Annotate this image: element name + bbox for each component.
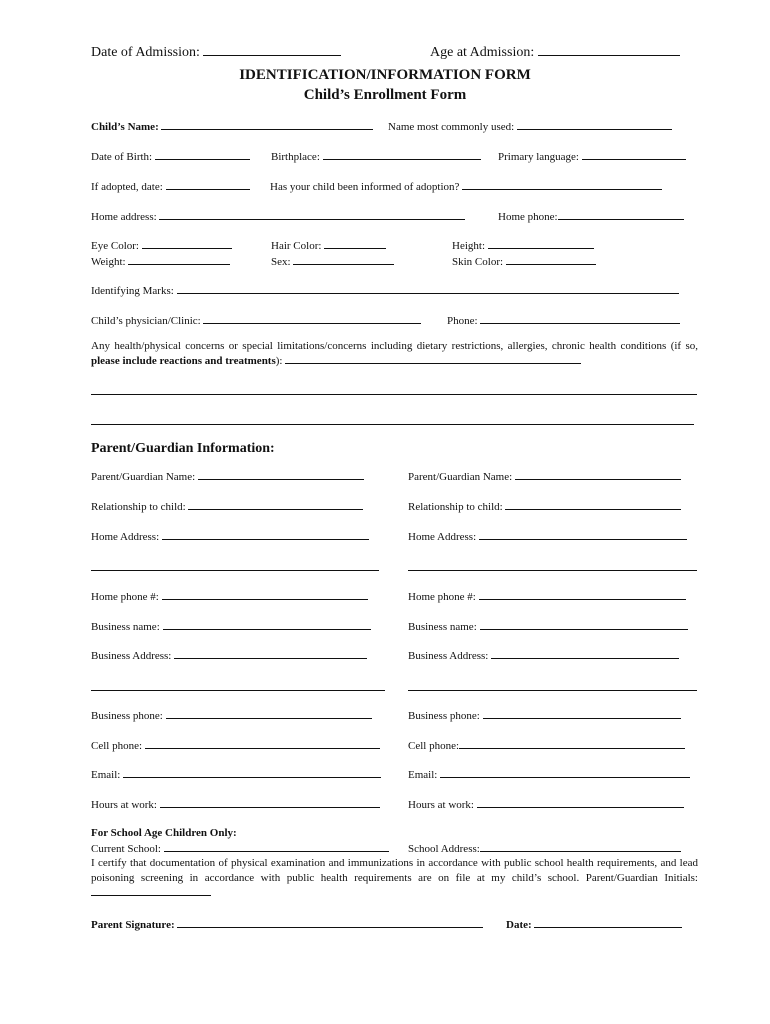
parent1-name-line[interactable]: [198, 470, 364, 480]
parent2-business-address-field[interactable]: [408, 649, 679, 662]
child-name-field[interactable]: [91, 120, 373, 133]
school-address-line[interactable]: [480, 842, 681, 852]
primary-language-line[interactable]: [582, 150, 686, 160]
primary-language-field[interactable]: [498, 150, 686, 163]
physician-line[interactable]: [203, 314, 421, 324]
identifying-marks-field[interactable]: [91, 284, 679, 297]
physician-phone-label: Phone:: [447, 315, 478, 327]
parent1-business-name-field[interactable]: [91, 620, 371, 633]
height-field[interactable]: [452, 239, 594, 252]
parent-signature-field[interactable]: [91, 918, 483, 931]
parent2-hours-line[interactable]: [477, 798, 684, 808]
initials-line[interactable]: [91, 886, 211, 896]
signature-date-line[interactable]: [534, 918, 682, 928]
parent2-business-address-label: Business Address:: [408, 650, 489, 662]
school-address-field[interactable]: [408, 842, 681, 855]
certification-text: [91, 856, 698, 901]
parent1-home-phone-label: Home phone #:: [91, 591, 159, 603]
home-phone-line[interactable]: [558, 210, 684, 220]
physician-label: Child’s physician/Clinic:: [91, 315, 201, 327]
parent2-name-field[interactable]: [408, 470, 681, 483]
parent2-cell-phone-label: Cell phone:: [408, 740, 460, 752]
birthplace-label: Birthplace:: [271, 151, 320, 163]
parent1-business-name-label: Business name:: [91, 621, 160, 633]
child-name-label: Child’s Name:: [91, 121, 159, 133]
parent1-name-field[interactable]: [91, 470, 364, 483]
age-at-admission-field[interactable]: [430, 46, 680, 60]
informed-adoption-field[interactable]: [270, 180, 662, 193]
parent2-business-name-field[interactable]: [408, 620, 688, 633]
eye-color-field[interactable]: [91, 239, 232, 252]
form-title: IDENTIFICATION/INFORMATION FORM: [239, 67, 531, 83]
parent1-email-label: Email:: [91, 769, 121, 781]
weight-label: Weight:: [91, 256, 126, 268]
sex-line[interactable]: [293, 255, 394, 265]
common-name-label: Name most commonly used:: [388, 121, 515, 133]
parent2-business-address-line[interactable]: [491, 649, 679, 659]
parent1-business-address-field[interactable]: [91, 649, 367, 662]
birthplace-line[interactable]: [323, 150, 481, 160]
dob-line[interactable]: [155, 150, 250, 160]
parent2-email-label: Email:: [408, 769, 438, 781]
parent1-business-name-line[interactable]: [163, 620, 371, 630]
health-concerns-line-3[interactable]: [91, 424, 694, 425]
parent1-cell-phone-label: Cell phone:: [91, 740, 143, 752]
parent1-business-phone-field[interactable]: [91, 709, 372, 722]
hair-color-line[interactable]: [324, 239, 386, 249]
parent2-name-line[interactable]: [515, 470, 681, 480]
parent-section-heading: Parent/Guardian Information:: [91, 441, 275, 456]
physician-phone-line[interactable]: [480, 314, 680, 324]
home-phone-field[interactable]: [498, 210, 684, 223]
physician-field[interactable]: [91, 314, 421, 327]
form-subtitle: Child’s Enrollment Form: [303, 87, 467, 103]
parent1-business-phone-label: Business phone:: [91, 710, 163, 722]
parent-signature-label: Parent Signature:: [91, 919, 175, 931]
parent2-name-label: Parent/Guardian Name:: [408, 471, 513, 483]
parent1-business-address-label: Business Address:: [91, 650, 172, 662]
adopted-date-label: If adopted, date:: [91, 181, 163, 193]
parent1-home-phone-line[interactable]: [162, 590, 368, 600]
age-at-admission-line[interactable]: [538, 46, 680, 56]
home-address-line[interactable]: [159, 210, 465, 220]
parent2-cell-phone-line[interactable]: [459, 739, 685, 749]
parent1-home-phone-field[interactable]: [91, 590, 368, 603]
sex-label: Sex:: [271, 256, 291, 268]
health-text-bold: please include reactions and treatments: [91, 355, 276, 367]
school-section-heading: For School Age Children Only:: [91, 827, 237, 839]
common-name-line[interactable]: [517, 120, 672, 130]
current-school-field[interactable]: [91, 842, 389, 855]
dob-label: Date of Birth:: [91, 151, 153, 163]
parent2-home-address-line[interactable]: [479, 530, 687, 540]
hair-color-label: Hair Color:: [271, 240, 322, 252]
weight-field[interactable]: [91, 255, 230, 268]
health-text-part1: Any health/physical concerns or special limitations/concerns including dietary restrictions, allergies, chronic health conditions (if so,: [91, 340, 698, 352]
parent1-relationship-line[interactable]: [188, 500, 363, 510]
parent2-relationship-label: Relationship to child:: [408, 501, 503, 513]
current-school-label: Current School:: [91, 843, 161, 855]
parent2-home-address-line-2[interactable]: [408, 570, 697, 571]
parent1-relationship-field[interactable]: [91, 500, 363, 513]
parent1-email-field[interactable]: [91, 768, 381, 781]
parent2-business-name-label: Business name:: [408, 621, 477, 633]
parent-signature-line[interactable]: [177, 918, 483, 928]
parent2-relationship-field[interactable]: [408, 500, 681, 513]
eye-color-label: Eye Color:: [91, 240, 139, 252]
date-of-admission-field[interactable]: [91, 46, 341, 60]
informed-adoption-line[interactable]: [462, 180, 662, 190]
parent1-cell-phone-line[interactable]: [145, 739, 380, 749]
parent2-relationship-line[interactable]: [505, 500, 681, 510]
signature-date-field[interactable]: [506, 918, 682, 931]
adopted-date-field[interactable]: [91, 180, 250, 193]
primary-language-label: Primary language:: [498, 151, 579, 163]
parent2-home-address-label: Home Address:: [408, 531, 477, 543]
date-of-admission-label: Date of Admission:: [91, 45, 200, 60]
home-address-label: Home address:: [91, 211, 157, 223]
parent1-hours-line[interactable]: [160, 798, 380, 808]
child-name-line[interactable]: [161, 120, 373, 130]
skin-color-label: Skin Color:: [452, 256, 504, 268]
height-label: Height:: [452, 240, 485, 252]
parent1-business-address-line[interactable]: [174, 649, 367, 659]
parent2-business-name-line[interactable]: [480, 620, 688, 630]
health-concerns-line-2[interactable]: [91, 394, 697, 395]
date-of-admission-line[interactable]: [203, 46, 341, 56]
parent1-home-address-line[interactable]: [162, 530, 369, 540]
parent2-cell-phone-field[interactable]: [408, 739, 685, 752]
identifying-marks-label: Identifying Marks:: [91, 285, 174, 297]
parent2-home-address-field[interactable]: [408, 530, 687, 543]
parent1-home-address-field[interactable]: [91, 530, 369, 543]
parent1-email-line[interactable]: [123, 768, 381, 778]
skin-color-field[interactable]: [452, 255, 596, 268]
age-at-admission-label: Age at Admission:: [430, 45, 535, 60]
parent1-name-label: Parent/Guardian Name:: [91, 471, 196, 483]
parent2-business-address-line-2[interactable]: [408, 690, 697, 691]
parent1-relationship-label: Relationship to child:: [91, 501, 186, 513]
parent1-home-address-label: Home Address:: [91, 531, 160, 543]
health-concerns-text: [91, 339, 698, 369]
parent2-business-phone-label: Business phone:: [408, 710, 480, 722]
common-name-field[interactable]: [388, 120, 672, 133]
informed-adoption-label: Has your child been informed of adoption?: [270, 181, 460, 193]
parent1-hours-field[interactable]: [91, 798, 380, 811]
sex-field[interactable]: [271, 255, 394, 268]
parent2-email-line[interactable]: [440, 768, 690, 778]
parent2-home-phone-field[interactable]: [408, 590, 686, 603]
current-school-line[interactable]: [164, 842, 389, 852]
signature-date-label: Date:: [506, 919, 532, 931]
parent1-cell-phone-field[interactable]: [91, 739, 380, 752]
certification-statement: I certify that documentation of physical examination and immunizations in accordance with public school health requirements, and lead poisoning screening in accordance with public health requirements are on file at my child’s school.: [91, 857, 698, 884]
skin-color-line[interactable]: [506, 255, 596, 265]
height-line[interactable]: [488, 239, 594, 249]
parent2-business-phone-field[interactable]: [408, 709, 681, 722]
identifying-marks-line[interactable]: [177, 284, 679, 294]
health-concerns-line[interactable]: [285, 354, 581, 364]
dob-field[interactable]: [91, 150, 250, 163]
parent2-hours-field[interactable]: [408, 798, 684, 811]
health-text-part2: ):: [275, 355, 283, 367]
parent1-hours-label: Hours at work:: [91, 799, 157, 811]
physician-phone-field[interactable]: [447, 314, 680, 327]
weight-line[interactable]: [128, 255, 230, 265]
home-address-field[interactable]: [91, 210, 465, 223]
birthplace-field[interactable]: [271, 150, 481, 163]
parent2-hours-label: Hours at work:: [408, 799, 474, 811]
parent1-business-phone-line[interactable]: [166, 709, 372, 719]
parent2-business-phone-line[interactable]: [483, 709, 681, 719]
parent2-home-phone-line[interactable]: [479, 590, 686, 600]
home-phone-label: Home phone:: [498, 211, 558, 223]
eye-color-line[interactable]: [142, 239, 232, 249]
parent1-home-address-line-2[interactable]: [91, 570, 379, 571]
school-address-label: School Address:: [408, 843, 480, 855]
parent2-home-phone-label: Home phone #:: [408, 591, 476, 603]
parent2-email-field[interactable]: [408, 768, 690, 781]
hair-color-field[interactable]: [271, 239, 386, 252]
adopted-date-line[interactable]: [166, 180, 250, 190]
parent1-business-address-line-2[interactable]: [91, 690, 385, 691]
initials-label: Parent/Guardian Initials:: [585, 872, 698, 884]
